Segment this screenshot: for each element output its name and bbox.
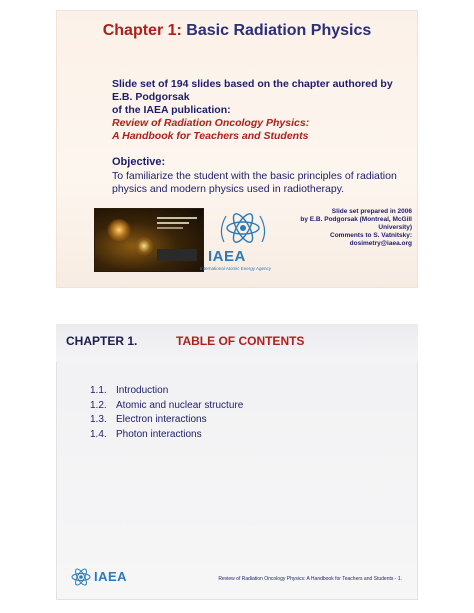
atom-icon	[206, 208, 280, 250]
toc-item	[90, 384, 243, 399]
credits-line: Slide set prepared in 2006	[331, 208, 412, 215]
toc-item	[90, 399, 243, 414]
subtitle-line: of the IAEA publication:	[112, 104, 231, 116]
subtitle-line: Slide set of 194 slides based on the chapter authored by	[112, 78, 393, 90]
credits-email: dosimetry@iaea.org	[349, 240, 412, 247]
toc-item	[90, 428, 243, 443]
atom-icon	[68, 564, 94, 590]
footer-iaea-logo	[68, 564, 138, 592]
slide-title	[56, 22, 418, 40]
toc-item-label: Photon interactions	[116, 428, 202, 440]
table-of-contents-slide	[56, 324, 418, 600]
credits-line: by E.B. Podgorsak (Montreal, McGill University)	[300, 216, 412, 231]
chapter-label: Chapter 1:	[102, 22, 182, 39]
toc-list	[90, 384, 243, 442]
toc-item-number: 1.4.	[90, 428, 107, 440]
chapter-title: Basic Radiation Physics	[186, 22, 372, 39]
iaea-logo	[200, 208, 280, 274]
toc-heading: TABLE OF CONTENTS	[176, 334, 305, 348]
book-cover-image	[94, 208, 204, 272]
toc-item-label: Introduction	[116, 385, 169, 396]
title-slide	[56, 10, 418, 288]
chapter-number-label: CHAPTER 1.	[66, 334, 138, 348]
credits-line: Comments to S. Vatnitsky:	[330, 232, 412, 239]
slide-set-description	[112, 78, 412, 143]
objective-text: To familiarize the student with the basic principles of radiation physics and modern physics used in radiotherapy.	[112, 170, 397, 195]
slide-footer-text: Review of Radiation Oncology Physics: A Handbook for Teachers and Students - 1.	[218, 576, 402, 582]
toc-item	[90, 413, 243, 428]
iaea-agency-name: International Atomic Energy Agency	[200, 266, 272, 271]
iaea-wordmark: IAEA	[208, 248, 246, 265]
footer-iaea-wordmark: IAEA	[94, 569, 128, 584]
toc-item-number: 1.1.	[90, 385, 107, 396]
toc-item-number: 1.3.	[90, 414, 107, 425]
subtitle-line: E.B. Podgorsak	[112, 91, 190, 103]
publication-title-line: A Handbook for Teachers and Students	[112, 130, 309, 142]
slide-header	[56, 324, 418, 362]
toc-item-number: 1.2.	[90, 399, 107, 411]
slide-credits	[272, 208, 412, 248]
objective-label: Objective:	[112, 156, 166, 168]
toc-item-label: Atomic and nuclear structure	[116, 399, 244, 411]
publication-title-line: Review of Radiation Oncology Physics:	[112, 117, 310, 129]
toc-item-label: Electron interactions	[116, 414, 207, 425]
